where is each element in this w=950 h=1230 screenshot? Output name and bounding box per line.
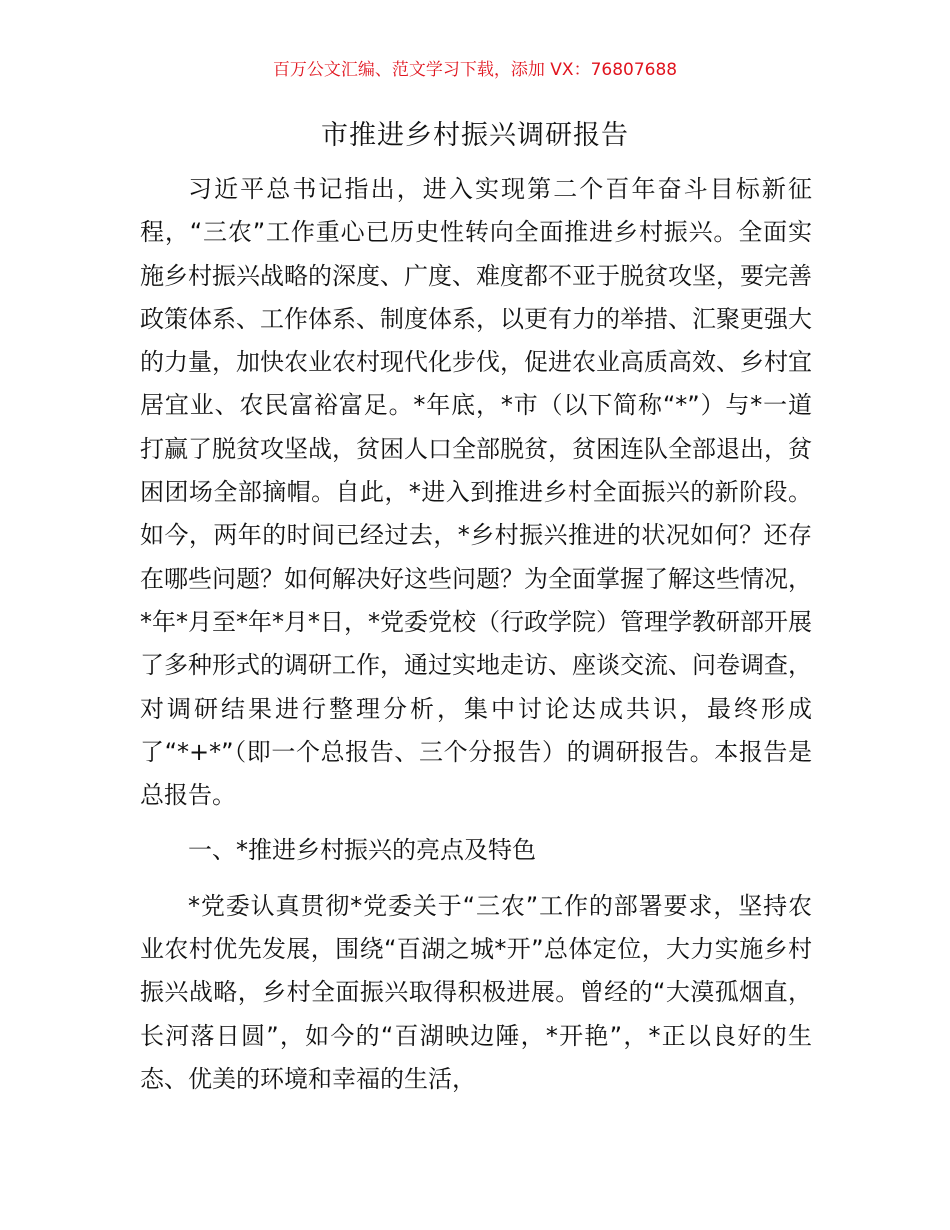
document-title: 市推进乡村振兴调研报告 [321,120,629,151]
section-heading: 一、*推进乡村振兴的亮点及特色 [188,836,536,865]
header-banner: 百万公文汇编、范文学习下载，添加 VX：76807688 [272,60,678,80]
section-paragraph: *党委认真贯彻*党委关于“三农”工作的部署要求，坚持农业农村优先发展，围绕“百湖之城*开”总体定位，大力实施乡村振兴战略，乡村全面振兴取得积极进展。曾经的“大漠孤烟直，长河落日圆”，如今的“百湖映边陲，*开艳”，*正以良好的生态、优美的环境和幸福的生活， [140,891,812,1093]
document-body [140,168,812,1101]
intro-paragraph: 习近平总书记指出，进入实现第二个百年奋斗目标新征程，“三农”工作重心已历史性转向全面推进乡村振兴。全面实施乡村振兴战略的深度、广度、难度都不亚于脱贫攻坚，要完善政策体系、工作体系、制度体系，以更有力的举措、汇聚更强大的力量，加快农业农村现代化步伐，促进农业高质高效、乡村宜居宜业、农民富裕富足。*年底，*市（以下简称“*”）与*一道打赢了脱贫攻坚战，贫困人口全部脱贫，贫困连队全部退出，贫困团场全部摘帽。自此，*进入到推进乡村全面振兴的新阶段。如今，两年的时间已经过去，*乡村振兴推进的状况如何？还存在哪些问题？如何解决好这些问题？为全面掌握了解这些情况，*年*月至*年*月*日，*党委党校（行政学院）管理学教研部开展了多种形式的调研工作，通过实地走访、座谈交流、问卷调查，对调研结果进行整理分析，集中讨论达成共识，最终形成了“*+*”（即一个总报告、三个分报告）的调研报告。本报告是总报告。 [140,175,812,810]
